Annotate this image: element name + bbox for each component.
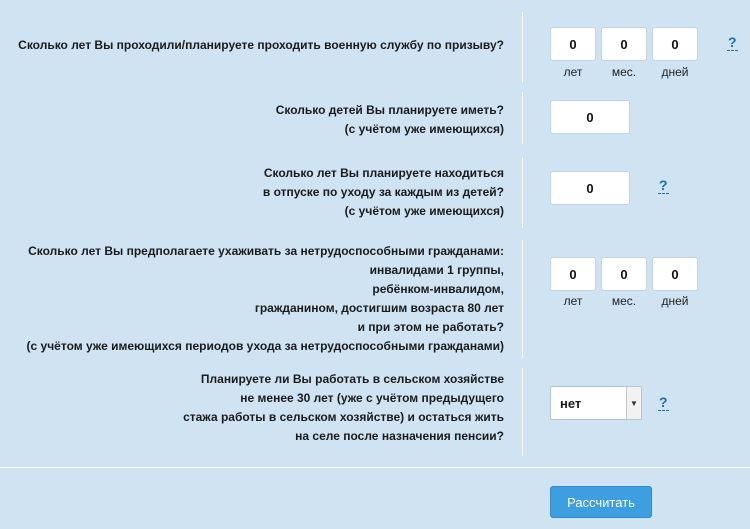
question-rural-work: Планируете ли Вы работать в сельском хозяйстве не менее 30 лет (уже с учётом предыдущего стажа работы в сельском хозяйстве) и остаться жить на селе после назначения пенсии? xyxy=(183,372,504,443)
children-count-input[interactable]: 0 xyxy=(550,100,630,134)
divider-5 xyxy=(522,368,523,456)
divider-3 xyxy=(522,158,523,228)
care-months-input[interactable]: 0 xyxy=(601,257,647,291)
care-years-label: лет xyxy=(563,294,583,308)
leave-years-input[interactable]: 0 xyxy=(550,171,630,205)
dropdown-arrow-icon[interactable]: ▼ xyxy=(626,387,641,419)
care-months-label: мес. xyxy=(611,294,637,308)
footer-divider xyxy=(0,467,750,468)
rural-work-select[interactable] xyxy=(550,386,642,420)
service-years-label: лет xyxy=(563,65,583,79)
help-icon-leave[interactable]: ? xyxy=(659,177,668,193)
help-icon-service[interactable]: ? xyxy=(728,34,737,50)
help-icon-rural[interactable]: ? xyxy=(659,394,668,410)
question-children: Сколько детей Вы планируете иметь? (с учётом уже имеющихся) xyxy=(275,103,504,136)
service-days-input[interactable]: 0 xyxy=(652,27,698,61)
service-years-input[interactable]: 0 xyxy=(550,27,596,61)
question-care-disabled: Сколько лет Вы предполагаете ухаживать за нетрудоспособными гражданами: инвалидами 1 группы, ребёнком-инвалидом, гражданином, достигшим возраста 80 лет и при этом не работать? (с учётом уже имеющихся периодов ухода за нетрудоспособными гражданами) xyxy=(26,244,504,353)
service-days-label: дней xyxy=(661,65,689,79)
care-days-input[interactable]: 0 xyxy=(652,257,698,291)
divider-2 xyxy=(522,92,523,144)
question-parental-leave: Сколько лет Вы планируете находиться в отпуске по уходу за каждым из детей? (с учётом уже имеющихся) xyxy=(262,166,504,218)
divider-1 xyxy=(522,12,523,82)
divider-4 xyxy=(522,240,523,358)
service-months-label: мес. xyxy=(611,65,637,79)
care-years-input[interactable]: 0 xyxy=(550,257,596,291)
calculate-button[interactable]: Рассчитать xyxy=(550,486,652,518)
rural-work-selected-value: нет xyxy=(560,396,582,411)
question-military-service: Сколько лет Вы проходили/планируете проходить военную службу по призыву? xyxy=(18,38,504,52)
service-months-input[interactable]: 0 xyxy=(601,27,647,61)
care-days-label: дней xyxy=(661,294,689,308)
